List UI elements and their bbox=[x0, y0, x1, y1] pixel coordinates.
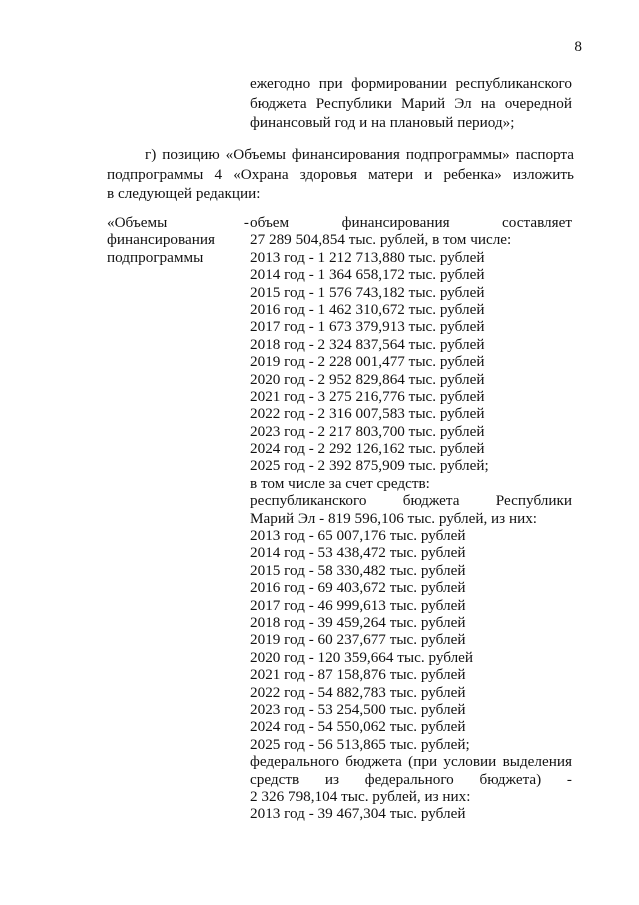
value-line: 2017 год - 46 999,613 тыс. рублей bbox=[250, 596, 466, 614]
value-line: 2019 год - 2 228 001,477 тыс. рублей bbox=[250, 353, 485, 371]
label-line: финансирования bbox=[107, 231, 215, 249]
continuation-line: финансовый год и на плановый период»; bbox=[250, 114, 515, 131]
table-value-column bbox=[250, 214, 572, 823]
value-line: 2021 год - 87 158,876 тыс. рублей bbox=[250, 666, 466, 684]
continuation-text bbox=[250, 74, 572, 133]
table-label-column bbox=[107, 214, 249, 266]
value-line: 2014 год - 1 364 658,172 тыс. рублей bbox=[250, 266, 485, 284]
value-line: в том числе за счет средств: bbox=[250, 474, 430, 492]
value-line: 2022 год - 2 316 007,583 тыс. рублей bbox=[250, 405, 485, 423]
value-line: 2013 год - 39 467,304 тыс. рублей bbox=[250, 805, 466, 823]
label-line: подпрограммы bbox=[107, 248, 204, 266]
value-line: 2024 год - 2 292 126,162 тыс. рублей bbox=[250, 440, 485, 458]
paragraph-line: г) позицию «Объемы финансирования подпрограммы» паспорта bbox=[145, 146, 574, 163]
value-line: 2025 год - 56 513,865 тыс. рублей; bbox=[250, 735, 470, 753]
value-line: 2021 год - 3 275 216,776 тыс. рублей bbox=[250, 387, 485, 405]
value-line: 2018 год - 39 459,264 тыс. рублей bbox=[250, 613, 466, 631]
value-line: 2014 год - 53 438,472 тыс. рублей bbox=[250, 544, 466, 562]
value-line: 2017 год - 1 673 379,913 тыс. рублей bbox=[250, 318, 485, 336]
value-line: средств из федерального бюджета) - bbox=[250, 770, 572, 788]
paragraph-line: в следующей редакции: bbox=[107, 185, 261, 202]
paragraph-line: подпрограммы 4 «Охрана здоровья матери и ребенка» изложить bbox=[107, 165, 574, 183]
value-line: 2020 год - 120 359,664 тыс. рублей bbox=[250, 648, 474, 666]
page-number: 8 bbox=[574, 38, 582, 55]
value-line: 2024 год - 54 550,062 тыс. рублей bbox=[250, 718, 466, 736]
continuation-line: бюджета Республики Марий Эл на очередной bbox=[250, 94, 572, 112]
value-line: 2025 год - 2 392 875,909 тыс. рублей; bbox=[250, 457, 489, 475]
value-line: 2015 год - 58 330,482 тыс. рублей bbox=[250, 561, 466, 579]
value-line: 2013 год - 65 007,176 тыс. рублей bbox=[250, 527, 466, 545]
value-line: 2015 год - 1 576 743,182 тыс. рублей bbox=[250, 283, 485, 301]
label-line: «Объемы - bbox=[107, 214, 249, 231]
amendment-paragraph bbox=[107, 145, 574, 204]
value-line: Марий Эл - 819 596,106 тыс. рублей, из них: bbox=[250, 509, 538, 527]
value-line: республиканского бюджета Республики bbox=[250, 492, 572, 510]
value-line: 2018 год - 2 324 837,564 тыс. рублей bbox=[250, 335, 485, 353]
value-line: 2013 год - 1 212 713,880 тыс. рублей bbox=[250, 248, 485, 266]
value-line: 2023 год - 53 254,500 тыс. рублей bbox=[250, 700, 466, 718]
value-line: 2 326 798,104 тыс. рублей, из них: bbox=[250, 787, 471, 805]
value-line: 2019 год - 60 237,677 тыс. рублей bbox=[250, 631, 466, 649]
value-line: объем финансирования составляет bbox=[250, 214, 572, 231]
value-line: 2020 год - 2 952 829,864 тыс. рублей bbox=[250, 370, 485, 388]
value-line: 2023 год - 2 217 803,700 тыс. рублей bbox=[250, 422, 485, 440]
continuation-line: ежегодно при формировании республиканского bbox=[250, 75, 572, 92]
value-line: 27 289 504,854 тыс. рублей, в том числе: bbox=[250, 231, 512, 249]
value-line: 2016 год - 1 462 310,672 тыс. рублей bbox=[250, 300, 485, 318]
value-line: 2022 год - 54 882,783 тыс. рублей bbox=[250, 683, 466, 701]
value-line: федерального бюджета (при условии выделения bbox=[250, 753, 572, 771]
value-line: 2016 год - 69 403,672 тыс. рублей bbox=[250, 579, 466, 597]
